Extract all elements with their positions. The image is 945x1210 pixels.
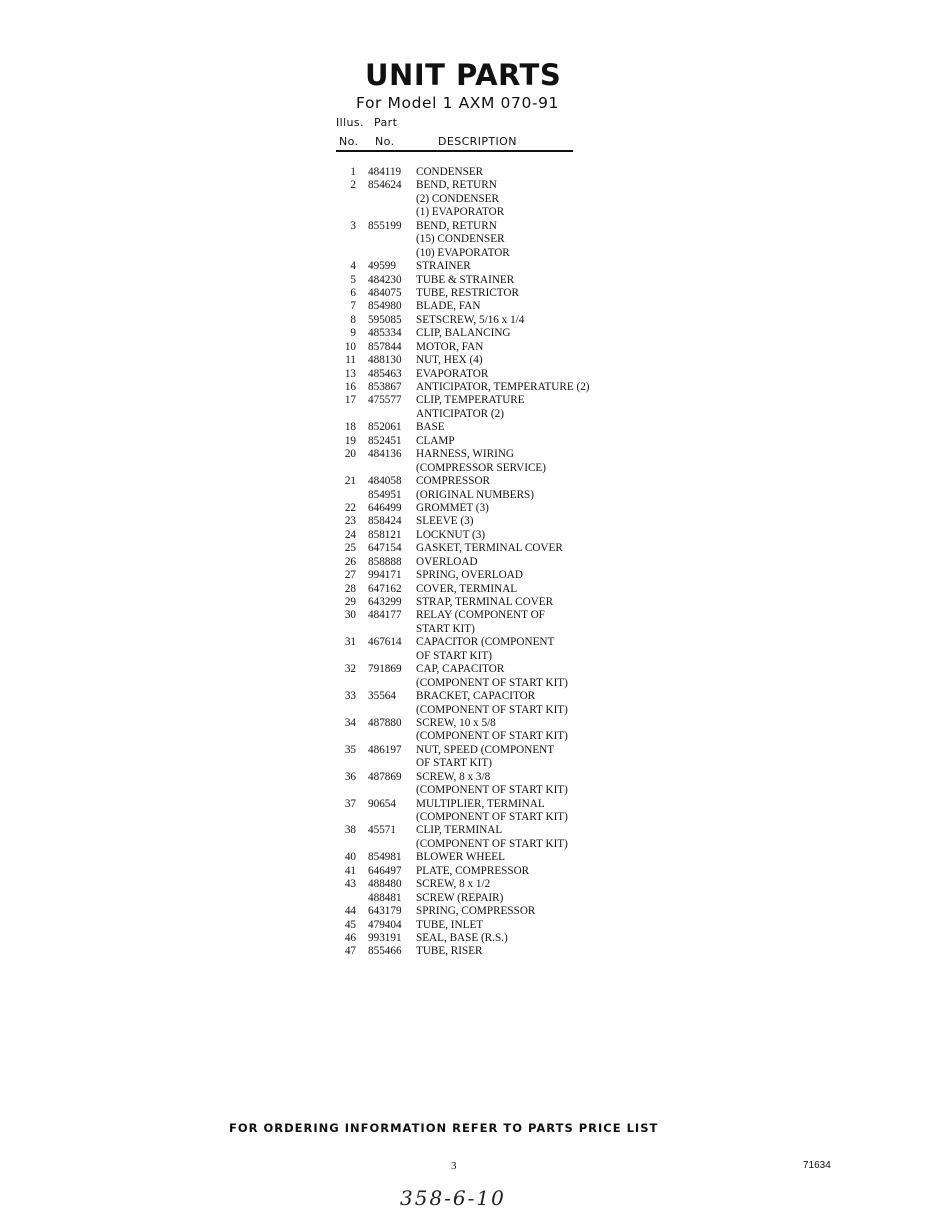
part-description: STRAINER <box>416 260 471 273</box>
part-number: 791869 <box>368 663 402 676</box>
part-description: OF START KIT) <box>416 649 492 662</box>
illus-number: 19 <box>344 434 356 447</box>
illus-number: 2 <box>350 179 356 192</box>
part-description: OVERLOAD <box>416 555 478 568</box>
illus-number: 4 <box>350 260 356 273</box>
illus-number: 47 <box>344 945 356 958</box>
part-number: 595085 <box>368 313 402 326</box>
part-description: (ORIGINAL NUMBERS) <box>416 488 534 501</box>
page-number: 3 <box>451 1160 457 1172</box>
part-description: MULTIPLIER, TERMINAL <box>416 797 545 810</box>
part-description: MOTOR, FAN <box>416 340 484 353</box>
illus-number: 13 <box>344 367 356 380</box>
part-number: 854981 <box>368 851 402 864</box>
part-description: BLOWER WHEEL <box>416 851 505 864</box>
part-description: NUT, SPEED (COMPONENT <box>416 743 555 756</box>
part-description: SCREW, 10 x 5/8 <box>416 716 496 729</box>
part-description: SCREW, 8 x 1/2 <box>416 878 491 891</box>
illus-number: 17 <box>344 394 356 407</box>
part-description: TUBE & STRAINER <box>416 273 515 286</box>
page-title: UNIT PARTS <box>365 58 562 92</box>
part-description: BEND, RETURN <box>416 179 497 192</box>
part-number: 479404 <box>368 918 402 931</box>
part-description: EVAPORATOR <box>416 367 489 380</box>
illus-number: 45 <box>344 918 356 931</box>
illus-number: 11 <box>345 354 356 367</box>
part-number: 90654 <box>368 797 396 810</box>
part-number: 643179 <box>368 905 402 918</box>
illus-number: 25 <box>344 542 356 555</box>
illus-number: 5 <box>350 273 356 286</box>
part-description: (COMPONENT OF START KIT) <box>416 676 568 689</box>
part-number: 487880 <box>368 716 402 729</box>
part-description: SCREW (REPAIR) <box>416 891 504 904</box>
illus-number: 28 <box>344 582 356 595</box>
part-description: NUT, HEX (4) <box>416 354 483 367</box>
part-number: 993191 <box>368 931 402 944</box>
header-illus: Illus. <box>336 116 364 129</box>
part-description: (10) EVAPORATOR <box>416 246 510 259</box>
illus-number: 6 <box>350 286 356 299</box>
illus-number: 23 <box>344 515 356 528</box>
part-number: 484119 <box>368 166 402 178</box>
part-description: SCREW, 8 x 3/8 <box>416 770 491 783</box>
part-description: (1) EVAPORATOR <box>416 206 505 219</box>
part-description: COVER, TERMINAL <box>416 582 518 595</box>
part-number: 643299 <box>368 596 402 608</box>
illus-number: 16 <box>344 381 356 393</box>
part-description: OF START KIT) <box>416 757 492 770</box>
part-description: RELAY (COMPONENT OF <box>416 609 545 622</box>
illus-number: 10 <box>344 340 356 353</box>
part-description: LOCKNUT (3) <box>416 528 486 541</box>
illus-number: 30 <box>344 609 356 622</box>
illus-number: 18 <box>344 421 356 434</box>
part-description: STRAP, TERMINAL COVER <box>416 596 554 608</box>
part-description: (COMPONENT OF START KIT) <box>416 837 568 850</box>
model-subtitle: For Model 1 AXM 070-91 <box>356 94 560 112</box>
illus-number: 34 <box>344 716 356 729</box>
part-number: 854624 <box>368 179 402 192</box>
part-description: BEND, RETURN <box>416 219 497 232</box>
illus-number: 38 <box>344 824 356 837</box>
part-number: 852061 <box>368 421 402 434</box>
part-description: CLIP, TERMINAL <box>416 824 503 837</box>
handwritten-note: 358-6-10 <box>400 1186 506 1210</box>
part-description: CLIP, BALANCING <box>416 327 511 340</box>
part-number: 994171 <box>368 569 402 582</box>
part-description: SEAL, BASE (R.S.) <box>416 931 508 944</box>
part-number: 487869 <box>368 770 402 783</box>
part-description: (COMPRESSOR SERVICE) <box>416 461 546 474</box>
part-description: ANTICIPATOR (2) <box>416 407 504 420</box>
part-number: 488480 <box>368 878 402 891</box>
part-number: 484058 <box>368 475 402 488</box>
illus-number: 44 <box>344 905 356 918</box>
illus-number: 1 <box>350 166 356 178</box>
ordering-footer: FOR ORDERING INFORMATION REFER TO PARTS PRICE LIST <box>229 1121 659 1135</box>
illus-number: 46 <box>344 931 356 944</box>
part-description: COMPRESSOR <box>416 475 490 488</box>
illus-number: 40 <box>344 851 356 864</box>
part-number: 854980 <box>368 300 402 313</box>
header-rule <box>336 150 573 152</box>
part-description: (COMPONENT OF START KIT) <box>416 811 568 823</box>
illus-number: 9 <box>350 327 356 340</box>
illus-number: 24 <box>344 528 356 541</box>
part-number: 647154 <box>368 542 402 555</box>
part-description: GASKET, TERMINAL COVER <box>416 542 563 555</box>
part-number: 484230 <box>368 273 402 286</box>
illus-number: 20 <box>344 448 356 461</box>
illus-number: 33 <box>344 690 356 703</box>
part-description: (2) CONDENSER <box>416 192 499 205</box>
illus-number: 43 <box>344 878 356 891</box>
part-number: 855466 <box>368 945 402 958</box>
part-description: ANTICIPATOR, TEMPERATURE (2) <box>416 381 590 393</box>
illus-number: 8 <box>350 313 356 326</box>
part-description: CLAMP <box>416 434 455 447</box>
illus-number: 26 <box>344 555 356 568</box>
part-description: (COMPONENT OF START KIT) <box>416 730 568 743</box>
part-number: 646499 <box>368 501 402 514</box>
part-description: BRACKET, CAPACITOR <box>416 690 536 703</box>
part-description: CAPACITOR (COMPONENT <box>416 636 555 649</box>
illus-number: 32 <box>344 663 356 676</box>
part-description: (15) CONDENSER <box>416 233 505 246</box>
header-illus-no: No. <box>339 135 359 148</box>
illus-number: 29 <box>344 596 356 608</box>
part-description: HARNESS, WIRING <box>416 448 514 461</box>
part-number: 855199 <box>368 219 402 232</box>
part-description: CONDENSER <box>416 166 484 178</box>
part-description: TUBE, RESTRICTOR <box>416 286 519 299</box>
part-number: 467614 <box>368 636 402 649</box>
part-description: BASE <box>416 421 445 434</box>
part-description: CLIP, TEMPERATURE <box>416 394 525 407</box>
part-number: 646497 <box>368 864 402 877</box>
part-description: TUBE, RISER <box>416 945 483 958</box>
part-number: 858424 <box>368 515 402 528</box>
header-part-no: No. <box>375 135 395 148</box>
part-description: CAP, CAPACITOR <box>416 663 505 676</box>
part-description: SPRING, OVERLOAD <box>416 569 523 582</box>
part-number: 484136 <box>368 448 402 461</box>
part-description: GROMMET (3) <box>416 501 489 514</box>
illus-number: 3 <box>350 219 356 232</box>
part-number: 853867 <box>368 381 402 393</box>
part-number: 484177 <box>368 609 402 622</box>
illus-number: 7 <box>350 300 356 313</box>
part-description: PLATE, COMPRESSOR <box>416 864 530 877</box>
part-description: BLADE, FAN <box>416 300 481 313</box>
illus-number: 36 <box>344 770 356 783</box>
part-number: 485334 <box>368 327 402 340</box>
part-number: 484075 <box>368 286 402 299</box>
illus-number: 21 <box>344 475 356 488</box>
part-description: START KIT) <box>416 622 475 635</box>
part-number: 35564 <box>368 690 396 703</box>
part-number: 857844 <box>368 340 402 353</box>
illus-number: 37 <box>344 797 356 810</box>
part-number: 49599 <box>368 260 396 273</box>
part-number: 852451 <box>368 434 402 447</box>
part-number: 858121 <box>368 528 402 541</box>
illus-number: 35 <box>344 743 356 756</box>
part-description: (COMPONENT OF START KIT) <box>416 703 568 716</box>
part-description: (COMPONENT OF START KIT) <box>416 784 568 797</box>
part-description: SPRING, COMPRESSOR <box>416 905 536 918</box>
part-number: 488481 <box>368 891 402 904</box>
part-number: 858888 <box>368 555 402 568</box>
illus-number: 22 <box>344 501 356 514</box>
header-part: Part <box>374 116 398 129</box>
header-description: DESCRIPTION <box>438 135 517 148</box>
part-number: 647162 <box>368 582 402 595</box>
part-number: 488130 <box>368 354 402 367</box>
part-description: TUBE, INLET <box>416 918 484 931</box>
part-description: SLEEVE (3) <box>416 515 474 528</box>
document-number: 71634 <box>803 1160 831 1171</box>
part-description: SETSCREW, 5/16 x 1/4 <box>416 313 525 326</box>
illus-number: 31 <box>344 636 356 649</box>
part-number: 854951 <box>368 488 402 501</box>
part-number: 485463 <box>368 367 402 380</box>
part-number: 45571 <box>368 824 396 837</box>
illus-number: 41 <box>344 864 356 877</box>
part-number: 475577 <box>368 394 402 407</box>
illus-number: 27 <box>344 569 356 582</box>
part-number: 486197 <box>368 743 402 756</box>
